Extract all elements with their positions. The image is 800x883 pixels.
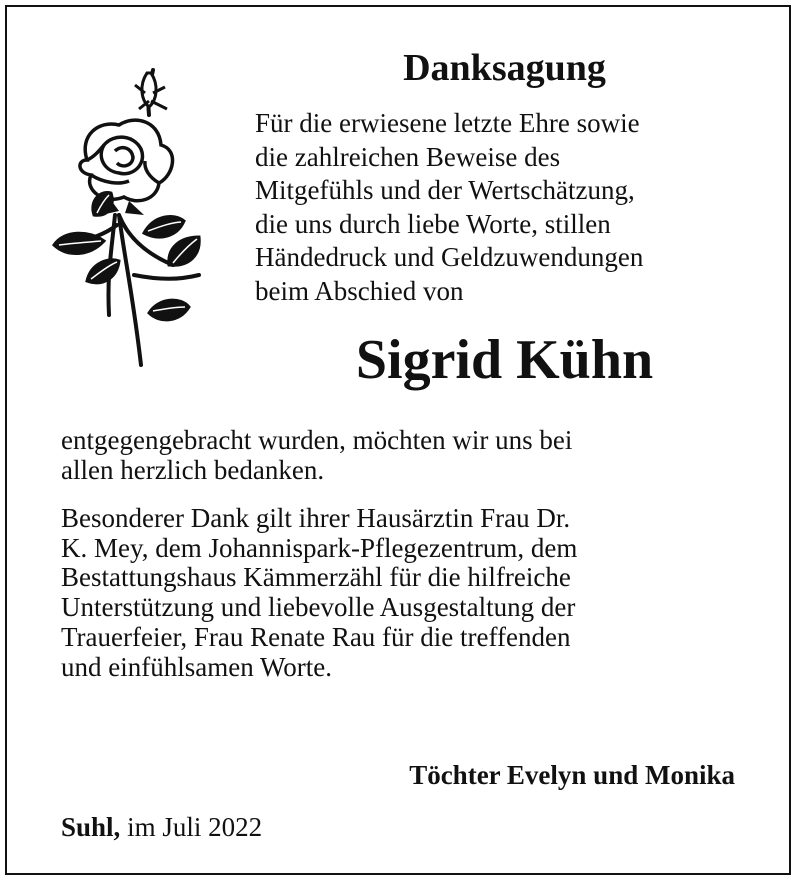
intro-line: beim Abschied von	[255, 275, 464, 306]
place-date	[61, 811, 262, 843]
paragraph-line: K. Mey, dem Johannispark-Pflegezentrum, dem	[61, 532, 578, 563]
special-thanks-paragraph	[61, 504, 761, 682]
paragraph-line: entgegengebracht wurden, möchten wir uns bei	[61, 425, 573, 455]
rose-icon	[49, 65, 215, 377]
paragraph-line: Unterstützung und liebevolle Ausgestaltung der	[61, 592, 576, 623]
intro-line: Händedruck und Geldzuwendungen	[255, 242, 644, 273]
paragraph-line: Besonderer Dank gilt ihrer Hausärztin Frau Dr.	[61, 503, 571, 533]
place: Suhl,	[61, 812, 121, 842]
thanks-paragraph	[61, 426, 761, 485]
deceased-name: Sigrid Kühn	[355, 329, 654, 391]
paragraph-line: und einfühlsamen Worte.	[61, 651, 333, 682]
signature: Töchter Evelyn und Monika	[409, 760, 735, 790]
date: im Juli 2022	[127, 812, 263, 842]
paragraph-line: Trauerfeier, Frau Renate Rau für die treffenden	[61, 621, 571, 652]
paragraph-line: Bestattungshaus Kämmerzähl für die hilfreiche	[61, 562, 571, 593]
paragraph-line: allen herzlich bedanken.	[61, 454, 325, 485]
intro-line: die zahlreichen Beweise des	[255, 141, 561, 172]
intro-text	[255, 107, 765, 309]
notice-title: Danksagung	[403, 47, 606, 89]
notice-frame	[5, 5, 791, 875]
intro-line: Für die erwiesene letzte Ehre sowie	[255, 108, 640, 138]
intro-line: die uns durch liebe Worte, stillen	[255, 208, 611, 239]
intro-line: Mitgefühls und der Wertschätzung,	[255, 175, 635, 206]
